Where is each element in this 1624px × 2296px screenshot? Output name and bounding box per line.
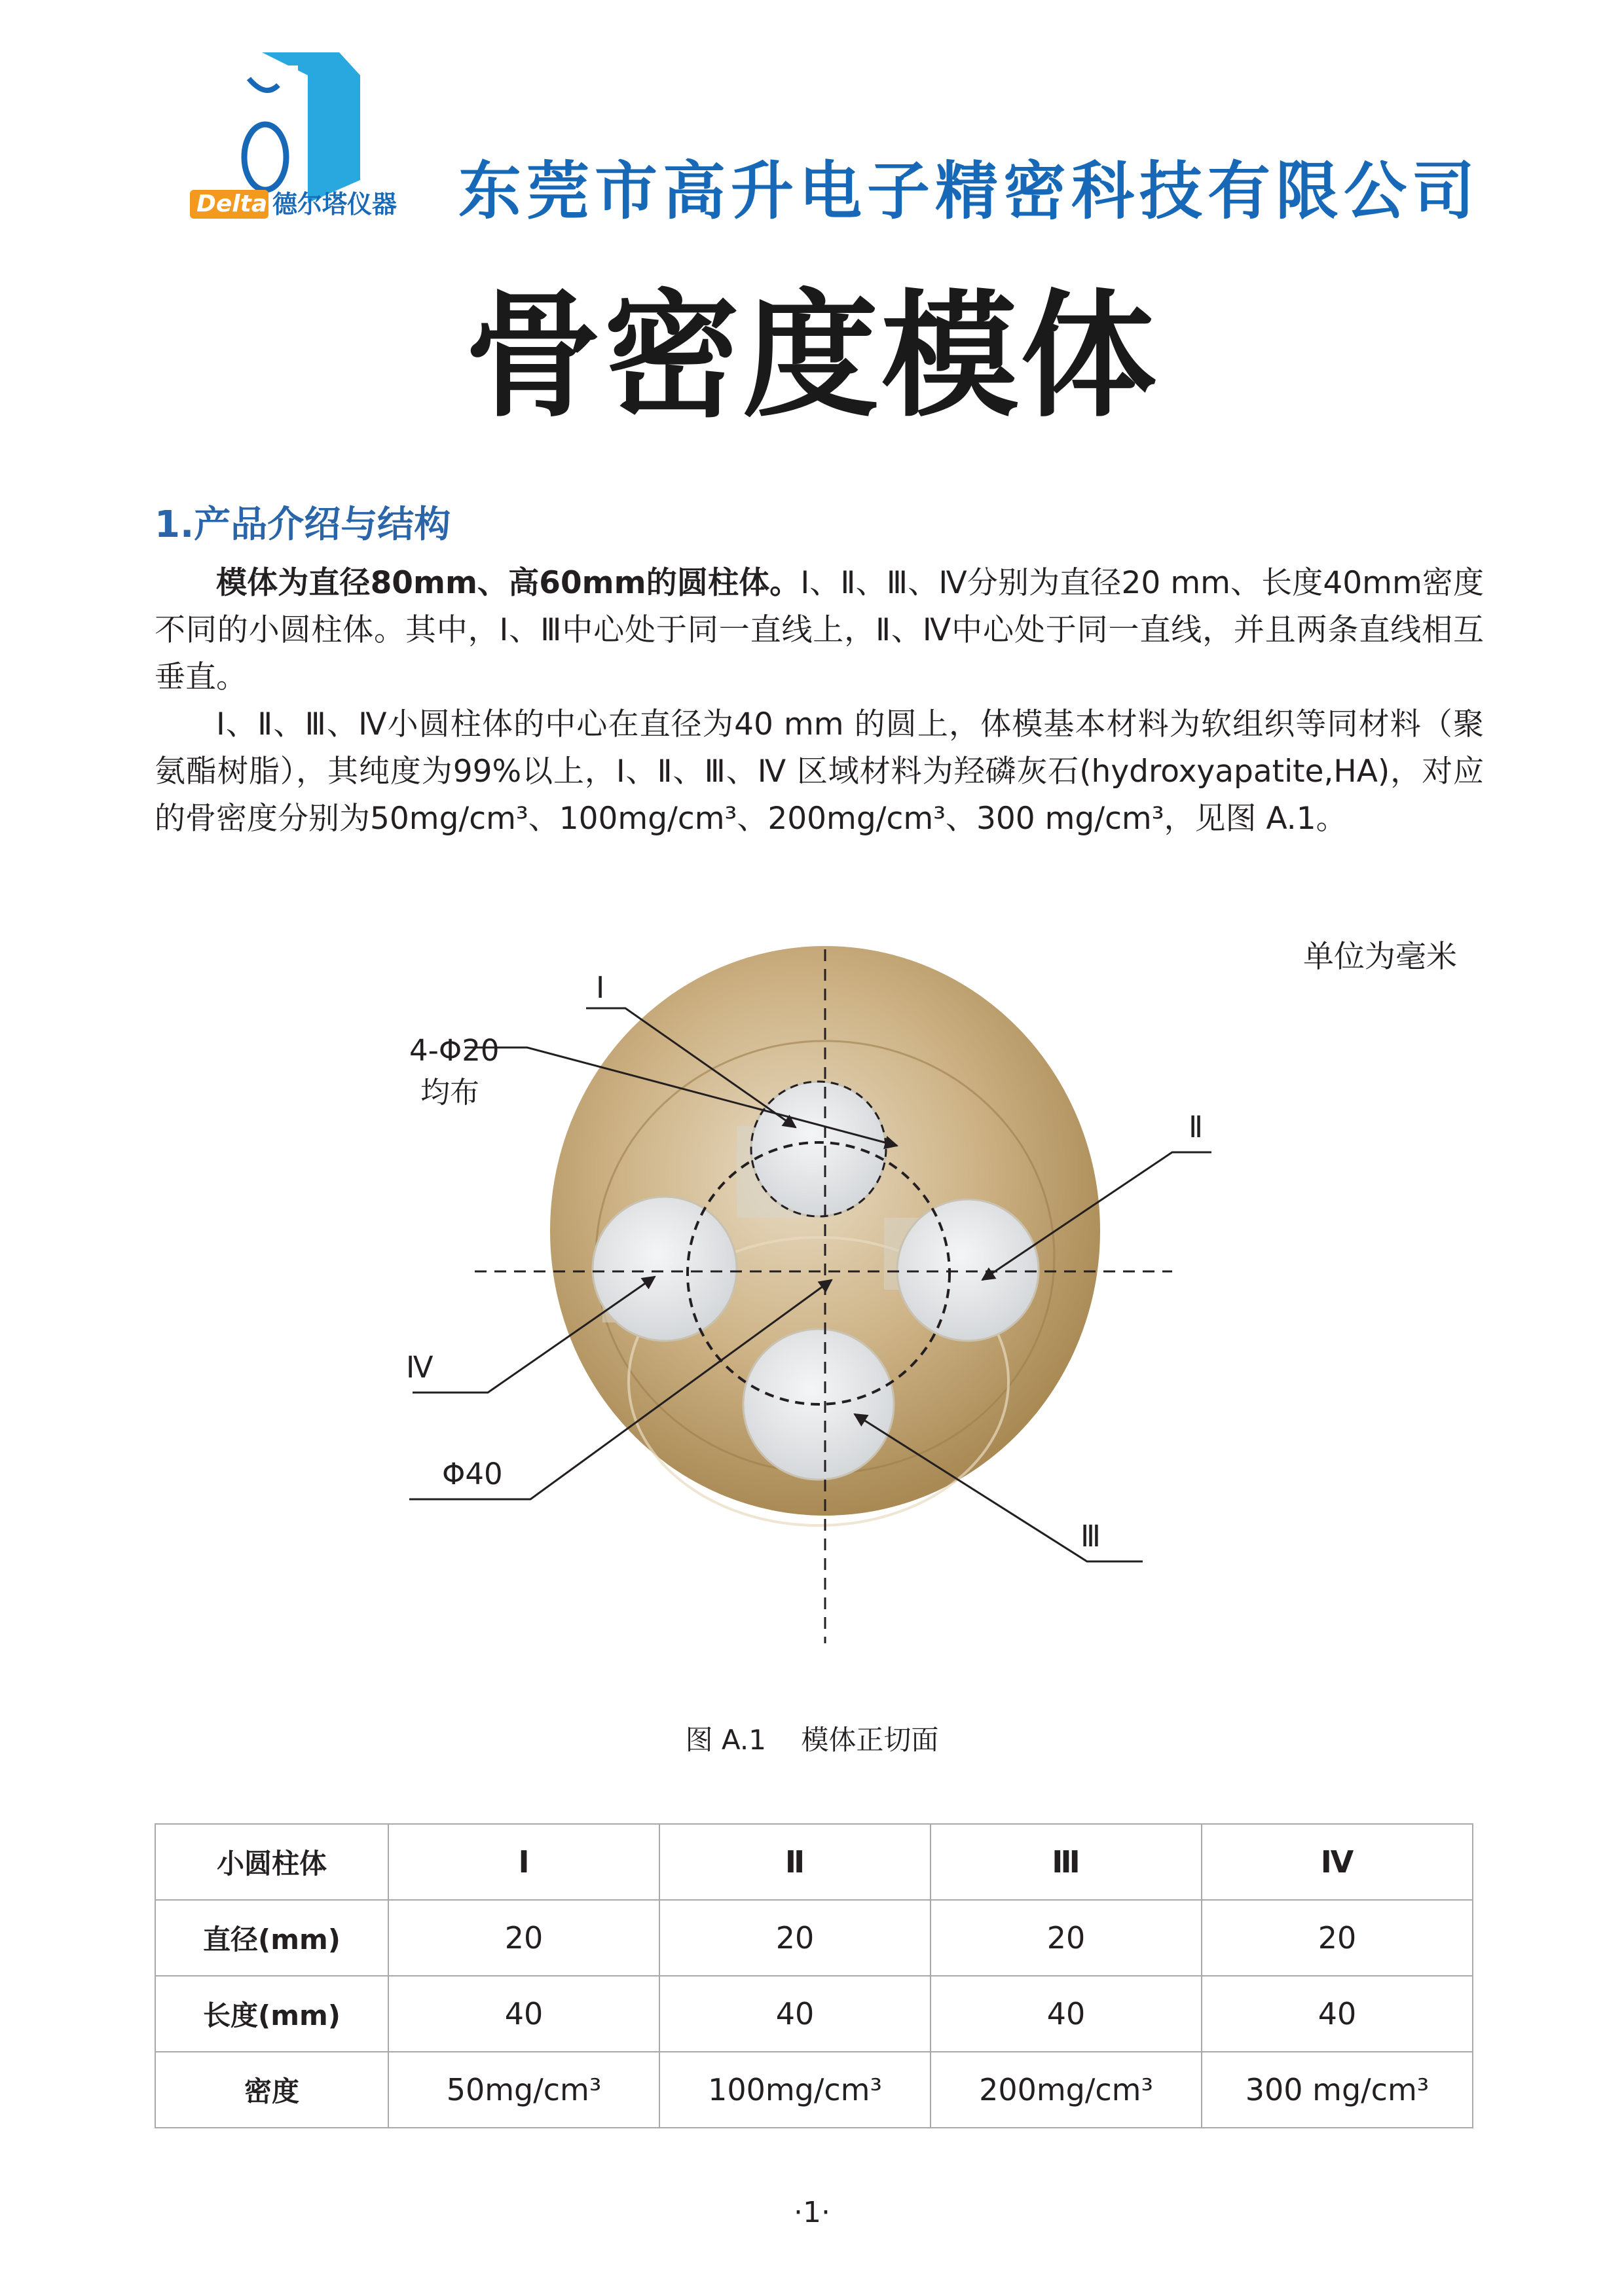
intro-paragraph-1 [155,560,1484,701]
insert-iv [593,1197,737,1341]
figure-caption: 图 A.1 模体正切面 [685,1724,939,1756]
label-iv: Ⅳ [406,1350,434,1385]
unit-note: 单位为毫米 [1303,939,1457,975]
table-cell: 200mg/cm³ [931,2052,1202,2128]
intro-paragraph-2: Ⅰ、Ⅱ、Ⅲ、Ⅳ小圆柱体的中心在直径为40 mm 的圆上，体模基本材料为软组织等同材料（聚氨酯树脂），其纯度为99%以上，Ⅰ、Ⅱ、Ⅲ、Ⅳ 区域材料为羟磷灰石(hydroxyapatite,HA)，对应的骨密度分别为50mg/cm³、100mg/cm³、200mg/cm³、300 mg/cm³，见图 A.1。 [155,706,1484,837]
table-cell: 300 mg/cm³ [1202,2052,1473,2128]
table-row [155,1976,1473,2052]
page-title: 骨密度模体 [465,278,1159,436]
table-header-cell: Ⅰ [388,1824,659,1900]
phantom-figure [360,936,1244,1650]
table-row-label: 直径(mm) [155,1900,388,1976]
company-logo [183,39,406,236]
table-header-cell: 小圆柱体 [155,1824,388,1900]
table-header-cell: Ⅲ [931,1824,1202,1900]
insert-ii [897,1199,1039,1341]
section-heading: 1.产品介绍与结构 [155,503,451,546]
table-cell: 100mg/cm³ [659,2052,931,2128]
table-cell: 40 [931,1976,1202,2052]
table-row [155,1900,1473,1976]
page-number: ·1· [794,2196,830,2229]
label-phi20-even: 均布 [420,1075,480,1110]
table-cell: 20 [1202,1900,1473,1976]
label-phi40: Φ40 [442,1457,503,1491]
table-header-row [155,1824,1473,1900]
table-cell: 20 [931,1900,1202,1976]
table-cell: 50mg/cm³ [388,2052,659,2128]
table-cell: 20 [388,1900,659,1976]
label-iii: Ⅲ [1080,1519,1101,1554]
table-row [155,2052,1473,2128]
intro-bold-lead: 模体为直径80mm、高60mm的圆柱体。 [216,565,801,601]
spec-table [155,1823,1473,2128]
table-cell: 40 [1202,1976,1473,2052]
label-i: Ⅰ [596,970,605,1005]
table-row-label: 密度 [155,2052,388,2128]
table-header-cell: Ⅱ [659,1824,931,1900]
label-ii: Ⅱ [1189,1110,1204,1144]
table-row-label: 长度(mm) [155,1976,388,2052]
intro-paragraph-1-body: Ⅰ、Ⅱ、Ⅲ、Ⅳ分别为直径20 mm、长度40mm密度不同的小圆柱体。其中，Ⅰ、Ⅲ中心处于同一直线上，Ⅱ、Ⅳ中心处于同一直线，并且两条直线相互垂直。 [155,565,1484,695]
table-cell: 40 [659,1976,931,2052]
logo-latin-text: Delta [196,191,268,217]
logo-chinese-text: 德尔塔仪器 [272,190,397,219]
label-phi20: 4-Φ20 [409,1033,500,1068]
table-cell: 20 [659,1900,931,1976]
table-cell: 40 [388,1976,659,2052]
intro-text [155,560,1484,843]
table-header-cell: Ⅳ [1202,1824,1473,1900]
company-name: 东莞市高升电子精密科技有限公司 [458,154,1480,228]
